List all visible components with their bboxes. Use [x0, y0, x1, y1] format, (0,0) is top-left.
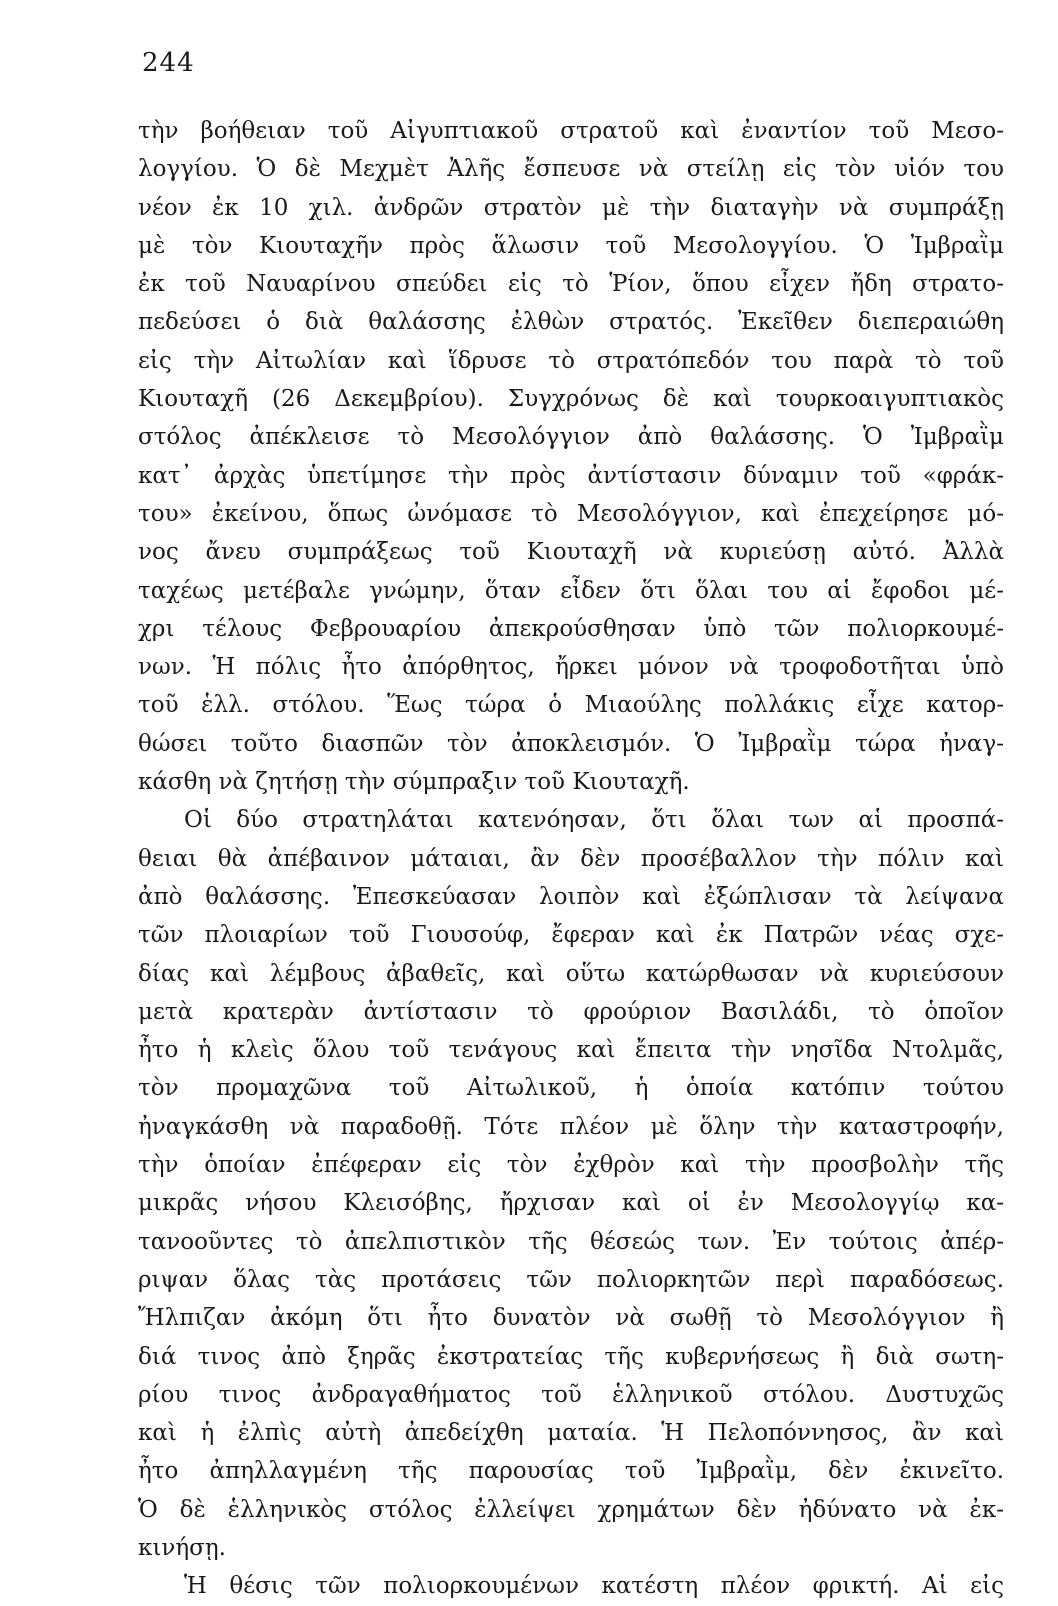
text-line: τὸν προμαχῶνα τοῦ Αἰτωλικοῦ, ἡ ὁποία κατόπιν τούτου [138, 1075, 1004, 1102]
text-line: μικρᾶς νήσου Κλεισόβης, ἤρχισαν καὶ οἱ ἐν Μεσολογγίῳ κα- [138, 1190, 1004, 1217]
text-line: κινήσῃ. [138, 1534, 226, 1561]
text-line: Κιουταχῆ (26 Δεκεμβρίου). Συγχρόνως δὲ καὶ τουρκοαιγυπτιακὸς [138, 386, 1004, 413]
text-line: λογγίου. Ὁ δὲ Μεχμὲτ Ἀλῆς ἔσπευσε νὰ στείλῃ εἰς τὸν υἱόν του [138, 156, 1004, 183]
text-line: κάσθη νὰ ζητήσῃ τὴν σύμπραξιν τοῦ Κιουταχῆ. [138, 769, 690, 796]
text-line: ἠναγκάσθη νὰ παραδοθῇ. Τότε πλέον μὲ ὅλην τὴν καταστροφήν, [138, 1113, 1004, 1140]
text-line: ριψαν ὅλας τὰς προτάσεις τῶν πολιορκητῶν περὶ παραδόσεως. [138, 1266, 1004, 1293]
text-line: θώσει τοῦτο διασπῶν τὸν ἀποκλεισμόν. Ὁ Ἰμβραῒμ τώρα ἠναγ- [138, 730, 1004, 757]
text-line: μετὰ κρατερὰν ἀντίστασιν τὸ φρούριον Βασιλάδι, τὸ ὁποῖον [138, 998, 1004, 1025]
text-line: τῶν πλοιαρίων τοῦ Γιουσούφ, ἔφεραν καὶ ἐκ Πατρῶν νέας σχε- [138, 922, 1004, 949]
paragraph-start: Οἱ δύο στρατηλάται κατενόησαν, ὅτι ὅλαι των αἱ προσπά- [184, 807, 1004, 834]
text-line: ρίου τινος ἀνδραγαθήματος τοῦ ἑλληνικοῦ στόλου. Δυστυχῶς [138, 1381, 1004, 1408]
text-line: τὴν ὁποίαν ἐπέφεραν εἰς τὸν ἐχθρὸν καὶ τὴν προσβολὴν τῆς [138, 1152, 1004, 1179]
text-line: ἦτο ἡ κλεὶς ὅλου τοῦ τενάγους καὶ ἔπειτα τὴν νησῖδα Ντολμᾶς, [138, 1037, 1004, 1064]
text-line: μὲ τὸν Κιουταχῆν πρὸς ἅλωσιν τοῦ Μεσολογγίου. Ὁ Ἰμβραῒμ [138, 232, 1004, 259]
text-line: τὴν βοήθειαν τοῦ Αἰγυπτιακοῦ στρατοῦ καὶ ἐναντίον τοῦ Μεσο- [138, 118, 1004, 144]
text-line: νέον ἐκ 10 χιλ. ἀνδρῶν στρατὸν μὲ τὴν διαταγὴν νὰ συμπράξῃ [138, 194, 1004, 221]
text-line: ταχέως μετέβαλε γνώμην, ὅταν εἶδεν ὅτι ὅλαι του αἱ ἔφοδοι μέ- [138, 577, 1004, 604]
text-line: νος ἄνευ συμπράξεως τοῦ Κιουταχῆ νὰ κυριεύσῃ αὐτό. Ἀλλὰ [138, 539, 1004, 566]
text-line: διά τινος ἀπὸ ξηρᾶς ἐκστρατείας τῆς κυβερνήσεως ἢ διὰ σωτη- [138, 1343, 1004, 1370]
text-line: πεδεύσει ὁ διὰ θαλάσσης ἐλθὼν στρατός. Ἐκεῖθεν διεπεραιώθη [138, 309, 1004, 336]
text-line: εἰς τὴν Αἰτωλίαν καὶ ἵδρυσε τὸ στρατόπεδόν του παρὰ τὸ τοῦ [138, 347, 1004, 374]
text-line: δίας καὶ λέμβους ἀβαθεῖς, καὶ οὕτω κατώρθωσαν νὰ κυριεύσουν [138, 960, 1004, 987]
text-line: θειαι θὰ ἀπέβαινον μάταιαι, ἂν δὲν προσέβαλλον τὴν πόλιν καὶ [138, 845, 1004, 872]
text-line: του» ἐκείνου, ὅπως ὠνόμασε τὸ Μεσολόγγιον, καὶ ἐπεχείρησε μό- [138, 500, 1004, 527]
text-line: ἐκ τοῦ Ναυαρίνου σπεύδει εἰς τὸ Ῥίον, ὅπου εἶχεν ἤδη στρατο- [138, 271, 1004, 298]
text-line: Ὁ δὲ ἑλληνικὸς στόλος ἐλλείψει χρημάτων δὲν ἠδύνατο νὰ ἐκ- [138, 1496, 1004, 1523]
body-text [138, 112, 1004, 1606]
text-line: νων. Ἡ πόλις ἦτο ἀπόρθητος, ἤρκει μόνον νὰ τροφοδοτῆται ὑπὸ [138, 654, 1004, 681]
text-line: τανοοῦντες τὸ ἀπελπιστικὸν τῆς θέσεώς των. Ἐν τούτοις ἀπέρ- [138, 1228, 1004, 1255]
text-line: καὶ ἡ ἐλπὶς αὐτὴ ἀπεδείχθη ματαία. Ἡ Πελοπόννησος, ἂν καὶ [138, 1420, 1004, 1447]
text-line: ἀπὸ θαλάσσης. Ἐπεσκεύασαν λοιπὸν καὶ ἐξώπλισαν τὰ λείψανα [138, 883, 1004, 910]
text-line: Ἤλπιζαν ἀκόμη ὅτι ἦτο δυνατὸν νὰ σωθῇ τὸ Μεσολόγγιον ἢ [138, 1305, 1004, 1332]
text-line: κατ᾽ ἀρχὰς ὑπετίμησε τὴν πρὸς ἀντίστασιν δύναμιν τοῦ «φράκ- [138, 462, 1004, 489]
text-line: στόλος ἀπέκλεισε τὸ Μεσολόγγιον ἀπὸ θαλάσσης. Ὁ Ἰμβραῒμ [138, 424, 1004, 451]
paragraph-start: Ἡ θέσις τῶν πολιορκουμένων κατέστη πλέον φρικτή. Αἱ εἰς [184, 1573, 1004, 1600]
page-number: 244 [142, 48, 195, 78]
text-line: χρι τέλους Φεβρουαρίου ἀπεκρούσθησαν ὑπὸ τῶν πολιορκουμέ- [138, 615, 1004, 642]
text-line: τοῦ ἑλλ. στόλου. Ἕως τώρα ὁ Μιαούλης πολλάκις εἶχε κατορ- [138, 692, 1004, 719]
text-line: ἦτο ἀπηλλαγμένη τῆς παρουσίας τοῦ Ἰμβραῒμ, δὲν ἐκινεῖτο. [138, 1458, 1004, 1485]
